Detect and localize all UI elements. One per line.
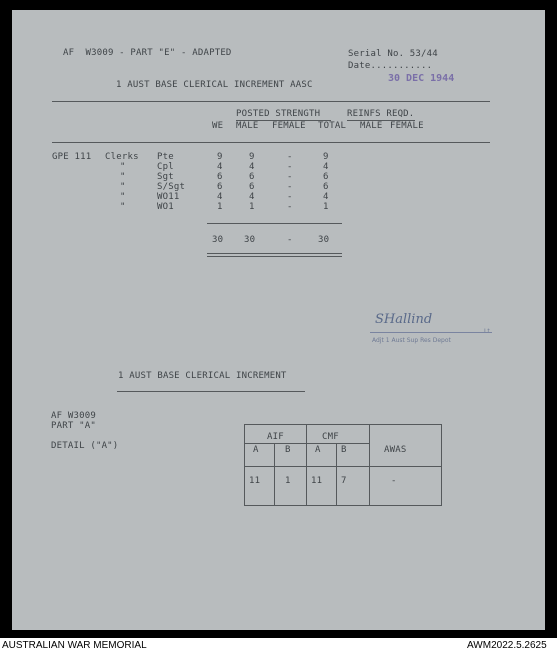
table-row-trade: " (120, 192, 126, 202)
date-label: Date........... (348, 61, 433, 71)
signature-title: Adjt 1 Aust Sup Res Depot (372, 337, 451, 344)
table-row-female: - (287, 152, 293, 162)
part-a-title: 1 AUST BASE CLERICAL INCREMENT (118, 371, 287, 381)
grid-value-cmf-a: 11 (311, 476, 323, 486)
grid-aif: AIF (267, 432, 284, 442)
table-row-female: - (287, 192, 293, 202)
table-row-male: 6 (249, 182, 255, 192)
table-row-male: 1 (249, 202, 255, 212)
grid-vline (336, 443, 337, 505)
table-head-rule (52, 142, 490, 143)
table-row-we: 6 (217, 172, 223, 182)
table-row-total: 9 (323, 152, 329, 162)
table-row-we: 6 (217, 182, 223, 192)
table-row-female: - (287, 182, 293, 192)
table-row-total: 6 (323, 182, 329, 192)
total-male: 30 (244, 235, 256, 245)
signature: SHallind (375, 312, 433, 327)
total-we: 30 (212, 235, 224, 245)
grid-vline (369, 424, 370, 506)
grid-vline (274, 443, 275, 505)
table-row-rank: WO11 (157, 192, 180, 202)
footer-accession: AWM2022.5.2625 (467, 640, 547, 651)
footer-institution: AUSTRALIAN WAR MEMORIAL (2, 640, 147, 651)
grid-sub-rule (244, 443, 370, 444)
table-row-we: 4 (217, 162, 223, 172)
col-male: MALE (236, 121, 259, 131)
grid-value-aif-a: 11 (249, 476, 261, 486)
grid-aif-a: A (253, 445, 259, 455)
table-row-rank: S/Sgt (157, 182, 186, 192)
signature-line (370, 332, 492, 333)
table-row-total: 4 (323, 192, 329, 202)
unit-title: 1 AUST BASE CLERICAL INCREMENT AASC (116, 80, 313, 90)
table-row-female: - (287, 162, 293, 172)
grid-awas: AWAS (384, 445, 407, 455)
col-total: TOTAL (318, 121, 347, 131)
table-row-trade: Clerks (105, 152, 139, 162)
table-row-total: 1 (323, 202, 329, 212)
col-female: FEMALE (272, 121, 306, 131)
grid-bottom-rule (244, 505, 442, 506)
group-code: GPE 111 (52, 152, 92, 162)
grid-aif-b: B (285, 445, 291, 455)
totals-rule (207, 223, 342, 224)
totals-double-rule-top (207, 253, 342, 254)
table-row-male: 9 (249, 152, 255, 162)
table-row-male: 4 (249, 162, 255, 172)
grid-top-rule (244, 424, 442, 425)
part-a-part: PART "A" (51, 421, 96, 431)
part-a-detail: DETAIL ("A") (51, 441, 119, 451)
grid-cmf-b: B (341, 445, 347, 455)
col-reinfs-male: MALE (360, 121, 383, 131)
posted-strength-heading: POSTED STRENGTH (236, 109, 321, 119)
table-row-rank: Cpl (157, 162, 174, 172)
total-total: 30 (318, 235, 330, 245)
serial-number: Serial No. 53/44 (348, 49, 438, 59)
grid-vline (244, 424, 245, 506)
table-row-trade: " (120, 182, 126, 192)
table-row-trade: " (120, 202, 126, 212)
table-row-trade: " (120, 172, 126, 182)
grid-cmf: CMF (322, 432, 339, 442)
grid-value-cmf-b: 7 (341, 476, 347, 486)
table-row-male: 6 (249, 172, 255, 182)
table-row-we: 9 (217, 152, 223, 162)
grid-vline (306, 424, 307, 506)
table-row-rank: Pte (157, 152, 174, 162)
grid-value-awas: - (391, 476, 397, 486)
total-female: - (287, 235, 293, 245)
table-row-rank: WO1 (157, 202, 174, 212)
table-row-we: 1 (217, 202, 223, 212)
part-a-title-rule (117, 391, 305, 392)
grid-cmf-a: A (315, 445, 321, 455)
header-rule (52, 101, 490, 102)
reinfs-heading: REINFS REQD. (347, 109, 415, 119)
table-row-total: 6 (323, 172, 329, 182)
table-row-female: - (287, 172, 293, 182)
totals-double-rule-bottom (207, 256, 342, 257)
document-page (12, 10, 545, 630)
form-reference: AF W3009 - PART "E" - ADAPTED (63, 48, 232, 58)
date-stamp: 30 DEC 1944 (388, 73, 455, 84)
table-row-male: 4 (249, 192, 255, 202)
table-row-rank: Sgt (157, 172, 174, 182)
table-row-trade: " (120, 162, 126, 172)
grid-vline (441, 424, 442, 506)
col-we: WE (212, 121, 224, 131)
col-reinfs-female: FEMALE (390, 121, 424, 131)
table-row-total: 4 (323, 162, 329, 172)
table-row-female: - (287, 202, 293, 212)
part-a-form-ref: AF W3009 (51, 411, 96, 421)
grid-value-aif-b: 1 (285, 476, 291, 486)
table-row-we: 4 (217, 192, 223, 202)
